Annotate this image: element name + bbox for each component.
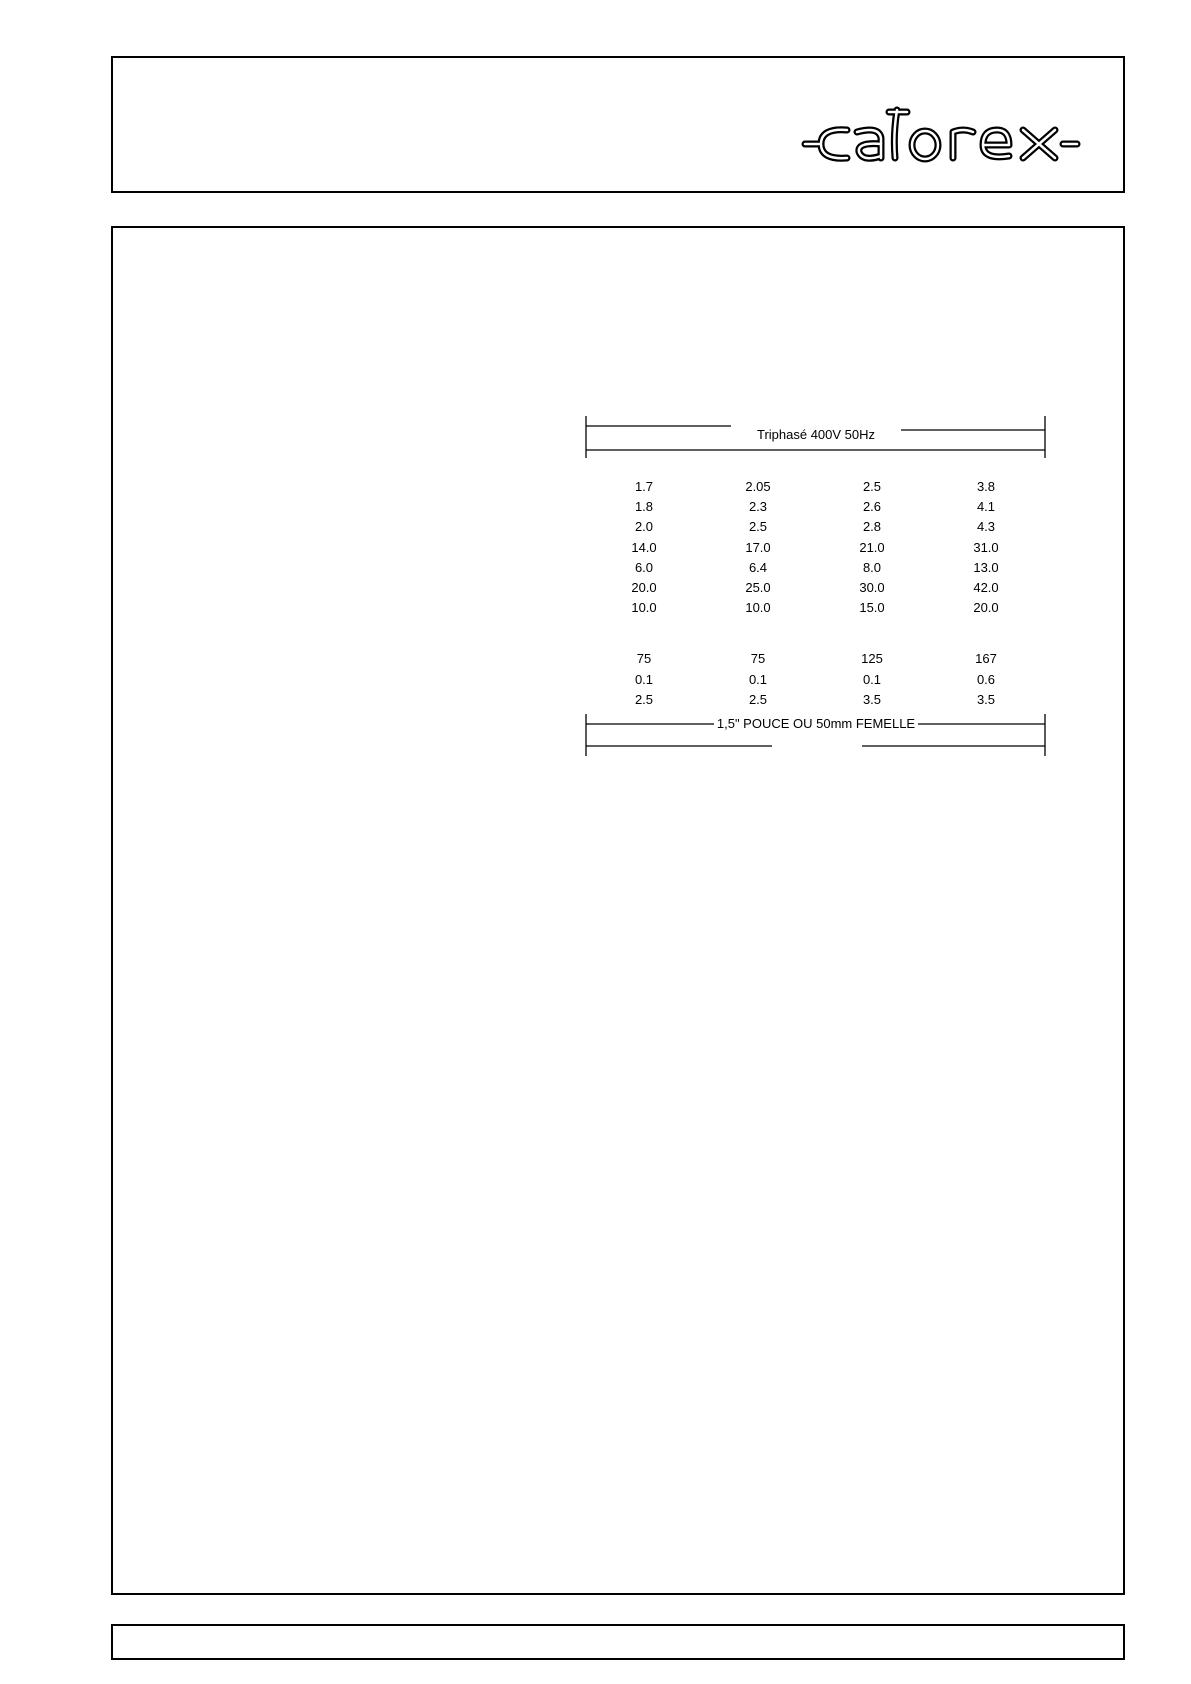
table-cell: 14.0 [631,539,657,555]
table-cell: 2.8 [862,519,882,535]
table-cell: 0.1 [862,671,882,687]
table-cell: 8.0 [862,559,882,575]
table-cell: 75 [750,651,766,666]
table-cell: 2.5 [748,692,768,707]
table-cell: 1.7 [634,479,654,494]
table-cell: 2.0 [634,519,654,535]
power-supply-label: Triphasé 400V 50Hz [586,427,1046,443]
footer-frame [111,1624,1125,1660]
calorex-logo [801,104,1081,168]
table-cell: 3.8 [976,479,996,494]
table-cell: 2.5 [634,692,654,707]
table-cell: 42.0 [973,580,999,595]
table-cell: 6.0 [634,559,654,575]
table-cell: 30.0 [859,580,885,595]
table-cell: 15.0 [859,600,885,616]
table-cell: 125 [861,651,883,666]
table-cell: 21.0 [859,539,885,555]
table-cell: 2.5 [748,519,768,535]
table-cell: 0.6 [976,671,996,687]
table-cell: 2.3 [748,499,768,515]
table-cell: 20.0 [631,580,657,595]
table-cell: 0.1 [748,671,768,687]
table-row [586,579,1046,599]
table-cell: 4.3 [976,519,996,535]
table-cell: 1.8 [634,499,654,515]
table-cell: 4.1 [976,499,996,515]
table-cell: 0.1 [634,671,654,687]
table-cell: 2.05 [745,479,771,494]
table-cell: 3.5 [976,692,996,707]
table-row [586,559,1046,579]
table-row [586,518,1046,538]
table-row [586,539,1046,559]
table-cell: 75 [636,651,652,666]
table-row [586,599,1046,619]
table-cell: 17.0 [745,539,771,555]
table-cell: 6.4 [748,559,768,575]
table-row [586,498,1046,518]
table-cell: 31.0 [973,539,999,555]
table-row [586,478,1046,498]
connection-label: 1,5" POUCE OU 50mm FEMELLE [586,716,1046,732]
table-cell: 10.0 [745,600,771,616]
table-cell: 2.6 [862,499,882,515]
specification-table [586,416,1046,758]
table-cell: 20.0 [973,600,999,616]
table-row [586,650,1046,670]
table-cell: 2.5 [862,479,882,494]
table-cell: 13.0 [973,559,999,575]
table-row [586,691,1046,711]
table-cell: 25.0 [745,580,771,595]
table-cell: 10.0 [631,600,657,616]
table-row [586,671,1046,691]
table-cell: 167 [975,651,997,666]
table-cell: 3.5 [862,692,882,707]
